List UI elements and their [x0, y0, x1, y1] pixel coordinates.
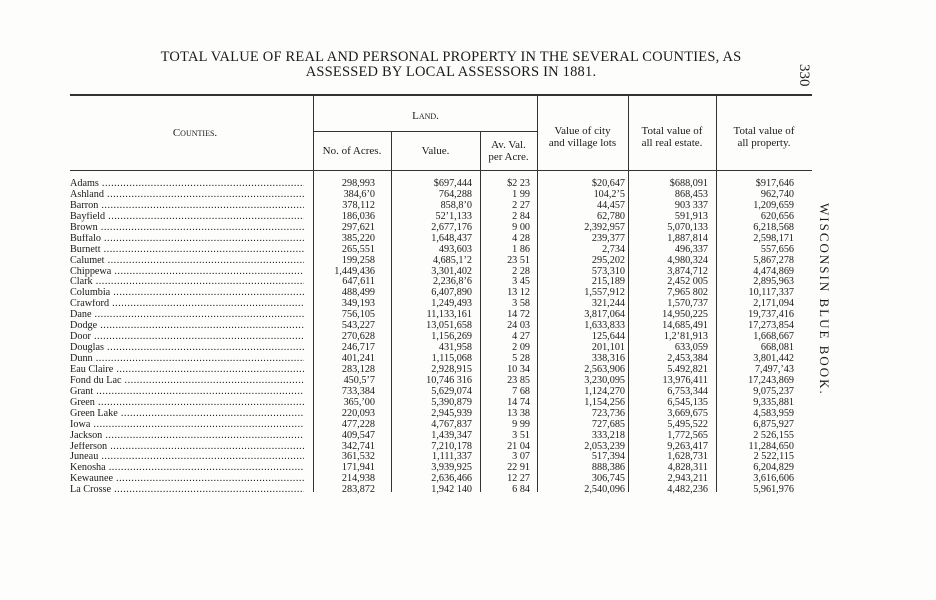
all-property-cell: 1,209,659 [753, 199, 794, 211]
title-line-1: TOTAL VALUE OF REAL AND PERSONAL PROPERTY IN THE SEVERAL COUNTIES, AS [160, 49, 742, 65]
real-estate-cell: 1,772,565 [667, 429, 708, 441]
avg-value-cell: 24 03 [507, 320, 530, 332]
city-lots-cell: 321,244 [591, 298, 625, 310]
real-estate-cell: 633,059 [674, 342, 708, 354]
value-cell: 858,8’0 [440, 199, 472, 211]
county-name: Calumet ..... [70, 256, 304, 267]
real-estate-cell: 4,980,324 [667, 254, 708, 266]
value-cell: 2,636,466 [431, 473, 472, 485]
real-estate-cell: $688,091 [669, 178, 708, 189]
county-name: Crawford ..... [70, 299, 304, 310]
value-cell: 431,958 [438, 342, 472, 354]
real-estate-cell: 3,669,675 [667, 407, 708, 419]
real-estate-cell: 903 337 [674, 199, 708, 211]
acres-cell: 246,717 [341, 342, 375, 354]
avg-value-cell: 13 12 [507, 287, 530, 299]
header-city-lots-line1: Value of city [554, 125, 611, 137]
city-lots-cell: $20,647 [591, 178, 625, 189]
real-estate-cell: 1,628,731 [667, 451, 708, 463]
avg-value-cell: 9 00 [512, 221, 530, 233]
value-cell: 7,210,178 [431, 440, 472, 452]
acres-cell: 220,093 [341, 407, 375, 419]
header-real-estate [628, 125, 716, 149]
county-name: Door ..... [70, 332, 304, 343]
avg-value-cell: 4 28 [512, 232, 530, 244]
county-name: Jackson ..... [70, 431, 304, 442]
avg-value-cell: 2 84 [512, 210, 530, 222]
acres-cell: 488,499 [341, 287, 375, 299]
acres-cell: 1,449,436 [334, 265, 375, 277]
avg-value-cell: 5 28 [512, 353, 530, 364]
avg-value-cell: 4 27 [512, 331, 530, 343]
real-estate-cell: 5,070,133 [667, 221, 708, 233]
city-lots-cell: 62,780 [596, 210, 625, 222]
avg-value-cell: 13 38 [507, 407, 530, 419]
avg-value-cell: 22 91 [507, 462, 530, 474]
all-property-cell: 962,740 [760, 188, 794, 200]
real-estate-cell: 14,950,225 [662, 309, 708, 321]
value-cell: 3,301,402 [431, 265, 472, 277]
header-acres: No. of Acres. [322, 145, 382, 157]
value-cell: 5,390,879 [431, 396, 472, 408]
value-cell: 1,648,437 [431, 232, 472, 244]
city-lots-cell: 2,053,239 [584, 440, 625, 452]
real-estate-cell: 3,874,712 [667, 265, 708, 277]
real-estate-cell: 4,828,311 [667, 462, 708, 474]
real-estate-cell: 6,753,344 [667, 385, 708, 397]
avg-value-cell: $2 23 [507, 178, 530, 189]
all-property-cell: 11,284,650 [748, 440, 794, 452]
value-cell: 13,051,658 [426, 320, 472, 332]
city-lots-cell: 2,563,906 [584, 363, 625, 375]
county-name: Barron ..... [70, 201, 304, 212]
value-cell: $697,444 [433, 178, 472, 189]
acres-cell: 297,621 [341, 221, 375, 233]
city-lots-cell: 517,394 [591, 451, 625, 463]
real-estate-cell: 2,453,384 [667, 353, 708, 364]
city-lots-cell: 2,540,096 [584, 484, 625, 496]
header-value: Value. [421, 145, 450, 157]
acres-cell: 647,611 [342, 276, 375, 288]
value-cell: 2,677,176 [431, 221, 472, 233]
city-lots-cell: 295,202 [591, 254, 625, 266]
real-estate-cell: 7,965 802 [667, 287, 708, 299]
land-rule [314, 131, 537, 132]
acres-cell: 756,105 [341, 309, 375, 321]
table-title [86, 50, 816, 80]
real-estate-cell: 1,2’81,913 [663, 331, 708, 343]
avg-value-cell: 3 58 [512, 298, 530, 310]
real-estate-cell: 1,570,737 [667, 298, 708, 310]
real-estate-cell: 868,453 [674, 188, 708, 200]
city-lots-cell: 3,230,095 [584, 374, 625, 386]
value-cell: 4,767,837 [431, 418, 472, 430]
county-name: Chippewa ..... [70, 267, 304, 278]
acres-cell: 385,220 [341, 232, 375, 244]
city-lots-cell: 888,386 [591, 462, 625, 474]
avg-value-cell: 23 85 [507, 374, 530, 386]
table-row [70, 234, 810, 245]
value-cell: 2,928,915 [431, 363, 472, 375]
avg-value-cell: 12 27 [507, 473, 530, 485]
city-lots-cell: 333,218 [591, 429, 625, 441]
all-property-cell: 5,961,976 [753, 484, 794, 496]
header-all-property-line1: Total value of [733, 125, 795, 137]
city-lots-cell: 44,457 [596, 199, 625, 211]
acres-cell: 378,112 [342, 199, 375, 211]
real-estate-cell: 5.492,821 [667, 363, 708, 375]
header-real-estate-line2: all real estate. [641, 137, 703, 149]
all-property-cell: 4,474,869 [753, 265, 794, 277]
table-body [70, 179, 810, 496]
city-lots-cell: 1,124,270 [584, 385, 625, 397]
county-name: Kewaunee ..... [70, 474, 304, 485]
county-name: Dodge ..... [70, 321, 304, 332]
all-property-cell: 2,598,171 [753, 232, 794, 244]
table-row [70, 245, 810, 256]
all-property-cell: 9,335,881 [753, 396, 794, 408]
avg-value-cell: 1 99 [512, 188, 530, 200]
header-top-rule [70, 94, 812, 96]
city-lots-cell: 1,154,256 [584, 396, 625, 408]
city-lots-cell: 1,633,833 [584, 320, 625, 332]
avg-value-cell: 14 74 [507, 396, 530, 408]
table-row [70, 485, 810, 496]
table-row [70, 420, 810, 431]
all-property-cell: 6,875,927 [753, 418, 794, 430]
acres-cell: 365,’00 [343, 396, 375, 408]
value-cell: 493,603 [438, 243, 472, 255]
value-cell: 3,939,925 [431, 462, 472, 474]
real-estate-cell: 2,943,211 [667, 473, 708, 485]
header-land: Land. [412, 110, 439, 122]
all-property-cell: 4,583,959 [753, 407, 794, 419]
header-real-estate-line1: Total value of [641, 125, 703, 137]
county-name: Brown ..... [70, 223, 304, 234]
avg-value-cell: 2 09 [512, 342, 530, 354]
acres-cell: 199,258 [341, 254, 375, 266]
county-name: Ashland ..... [70, 190, 304, 201]
county-name: La Crosse ..... [70, 485, 304, 496]
acres-cell: 171,941 [341, 462, 375, 474]
value-cell: 2,945,939 [431, 407, 472, 419]
all-property-cell: 17,243,869 [748, 374, 794, 386]
real-estate-cell: 13,976,411 [662, 374, 708, 386]
city-lots-cell: 125,644 [591, 331, 625, 343]
county-name: Grant ..... [70, 387, 304, 398]
page-number: 330 [796, 64, 812, 87]
city-lots-cell: 306,745 [591, 473, 625, 485]
acres-cell: 283,872 [341, 484, 375, 496]
city-lots-cell: 215,189 [591, 276, 625, 288]
city-lots-cell: 723,736 [591, 407, 625, 419]
value-cell: 11,133,161 [426, 309, 472, 321]
value-cell: 52’1,133 [435, 210, 472, 222]
county-name: Douglas ..... [70, 343, 304, 354]
value-cell: 10,746 316 [426, 374, 472, 386]
all-property-cell: 3,616,606 [753, 473, 794, 485]
avg-value-cell: 1 86 [512, 243, 530, 255]
real-estate-cell: 1,887,814 [667, 232, 708, 244]
city-lots-cell: 2,392,957 [584, 221, 625, 233]
header-av-val [480, 139, 537, 163]
table-row [70, 431, 810, 442]
county-name: Kenosha ..... [70, 463, 304, 474]
avg-value-cell: 10 34 [507, 363, 530, 375]
real-estate-cell: 14,685,491 [662, 320, 708, 332]
avg-value-cell: 3 51 [512, 429, 530, 441]
acres-cell: 342,741 [341, 440, 375, 452]
header-av-val-line1: Av. Val. [491, 139, 526, 151]
value-cell: 5,629,074 [431, 385, 472, 397]
real-estate-cell: 5,495,522 [667, 418, 708, 430]
county-name: Green Lake ..... [70, 409, 304, 420]
header-all-property [716, 125, 812, 149]
header-av-val-line2: per Acre. [488, 151, 529, 163]
real-estate-cell: 6,545,135 [667, 396, 708, 408]
value-cell: 6,407,890 [431, 287, 472, 299]
real-estate-cell: 496,337 [674, 243, 708, 255]
acres-cell: 409,547 [341, 429, 375, 441]
acres-cell: 214,938 [341, 473, 375, 485]
all-property-cell: 1,668,667 [753, 331, 794, 343]
acres-cell: 477,228 [341, 418, 375, 430]
county-name: Columbia ..... [70, 288, 304, 299]
city-lots-cell: 338,316 [591, 353, 625, 364]
real-estate-cell: 9,263,417 [667, 440, 708, 452]
table-row [70, 409, 810, 420]
avg-value-cell: 3 45 [512, 276, 530, 288]
all-property-cell: 2 526,155 [753, 429, 794, 441]
all-property-cell: 620,656 [760, 210, 794, 222]
running-head: WISCONSIN BLUE BOOK. [817, 203, 832, 396]
county-name: Adams ..... [70, 179, 304, 190]
avg-value-cell: 14 72 [507, 309, 530, 321]
county-name: Jefferson ..... [70, 442, 304, 453]
avg-value-cell: 23 51 [507, 254, 530, 266]
all-property-cell: 19,737,416 [748, 309, 794, 321]
city-lots-cell: 573,310 [591, 265, 625, 277]
county-name: Clark ..... [70, 277, 304, 288]
county-name: Iowa ..... [70, 420, 304, 431]
value-cell: 1,249,493 [431, 298, 472, 310]
all-property-cell: 5,867,278 [753, 254, 794, 266]
city-lots-cell: 3,817,064 [584, 309, 625, 321]
value-cell: 4,685,1’2 [432, 254, 472, 266]
acres-cell: 361,532 [341, 451, 375, 463]
all-property-cell: 7,497,’43 [754, 363, 794, 375]
acres-cell: 349,193 [341, 298, 375, 310]
city-lots-cell: 104,2’5 [593, 188, 625, 200]
value-cell: 764,288 [438, 188, 472, 200]
county-name: Buffalo ..... [70, 234, 304, 245]
acres-cell: 384,6’0 [343, 188, 375, 200]
all-property-cell: 2 522,115 [753, 451, 794, 463]
avg-value-cell: 7 68 [512, 385, 530, 397]
title-line-2: ASSESSED BY LOCAL ASSESSORS IN 1881. [305, 64, 597, 80]
acres-cell: 733,384 [341, 385, 375, 397]
county-name: Dunn ..... [70, 354, 304, 365]
county-name: Juneau ..... [70, 452, 304, 463]
real-estate-cell: 4,482,236 [667, 484, 708, 496]
city-lots-cell: 727,685 [591, 418, 625, 430]
county-name: Green ..... [70, 398, 304, 409]
header-all-property-line2: all property. [737, 137, 791, 149]
city-lots-cell: 2,734 [602, 243, 625, 255]
all-property-cell: 17,273,854 [748, 320, 794, 332]
header-counties: Counties. [172, 127, 218, 139]
value-cell: 1,439,347 [431, 429, 472, 441]
all-property-cell: 668,081 [760, 342, 794, 354]
acres-cell: 265,551 [341, 243, 375, 255]
city-lots-cell: 201,101 [591, 342, 625, 354]
avg-value-cell: 9 99 [512, 418, 530, 430]
county-name: Burnett ..... [70, 245, 304, 256]
county-name: Fond du Lac ..... [70, 376, 304, 387]
all-property-cell: 9,075,237 [753, 385, 794, 397]
all-property-cell: 3,801,442 [753, 353, 794, 364]
avg-value-cell: 2 28 [512, 265, 530, 277]
all-property-cell: $917,646 [755, 178, 794, 189]
value-cell: 1,115,068 [431, 353, 472, 364]
county-name: Eau Claire ..... [70, 365, 304, 376]
acres-cell: 450,5’7 [343, 374, 375, 386]
header-bottom-rule [70, 170, 812, 171]
real-estate-cell: 2,452 005 [667, 276, 708, 288]
avg-value-cell: 3 07 [512, 451, 530, 463]
real-estate-cell: 591,913 [674, 210, 708, 222]
all-property-cell: 557,656 [760, 243, 794, 255]
all-property-cell: 2,171,094 [753, 298, 794, 310]
header-city-lots-line2: and village lots [548, 137, 617, 149]
acres-cell: 186,036 [341, 210, 375, 222]
avg-value-cell: 6 84 [512, 484, 530, 496]
value-cell: 1,156,269 [431, 331, 472, 343]
all-property-cell: 10,117,337 [748, 287, 794, 299]
county-name: Dane ..... [70, 310, 304, 321]
all-property-cell: 6,204,829 [753, 462, 794, 474]
acres-cell: 298,993 [341, 178, 375, 189]
acres-cell: 401,241 [341, 353, 375, 364]
value-cell: 1,942 140 [431, 484, 472, 496]
value-cell: 1,111,337 [432, 451, 472, 463]
avg-value-cell: 2 27 [512, 199, 530, 211]
value-cell: 2,236,8’6 [432, 276, 472, 288]
all-property-cell: 6,218,568 [753, 221, 794, 233]
acres-cell: 283,128 [341, 363, 375, 375]
city-lots-cell: 239,377 [591, 232, 625, 244]
acres-cell: 543,227 [341, 320, 375, 332]
avg-value-cell: 21 04 [507, 440, 530, 452]
acres-cell: 270,628 [341, 331, 375, 343]
header-city-lots [537, 125, 628, 149]
county-name: Bayfield ..... [70, 212, 304, 223]
city-lots-cell: 1,557,912 [584, 287, 625, 299]
all-property-cell: 2,895,963 [753, 276, 794, 288]
table-row [70, 256, 810, 267]
